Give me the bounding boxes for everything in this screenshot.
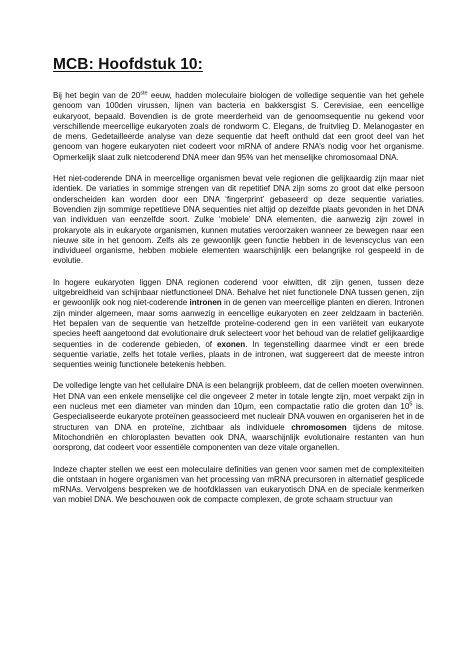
paragraph-3-text-a: In hogere eukaryoten liggen DNA regionen coderend voor eiwitten, dit zijn genen, tussen deze uitgebreidheid van schijnbaar nietfunctioneel DNA. Behalve het niet functionele DNA tussen genen, zijn er gewoonlijk ook nog niet-coderende [53, 277, 424, 308]
term-intronen: intronen [189, 298, 222, 308]
paragraph-4-text-a: De volledige lengte van het cellulaire DNA is een belangrijk probleem, dat de cellen moeten overwinnen. Het DNA van een enkele menselijke cel die ongeveer 2 meter in totale lengte zijn, moet verpakt zijn in een nucleus met een diameter van minden dan 10μm, een compactatie ratio die groten dan 10 [53, 381, 424, 412]
paragraph-1-superscript: ste [140, 90, 148, 97]
paragraph-1-text-a: Bij het begin van de 20 [53, 91, 141, 100]
paragraph-4-text-b: is. Gespecialiseerde eukaryote proteïnen geassocieerd met nucleair DNA vouwen en organiseren het in de structuren van DNA en proteïne, zichtbaar als individuele [53, 402, 424, 432]
paragraph-2: Het niet-coderende DNA in meercellige organismen bevat vele regionen die gelijkaardig zijn maar niet identiek. De variaties in sommige strengen van dit repetitief DNA zijn soms zo groot dat elke persoon onderscheiden kan worden door een DNA ‘fingerprint’ gebaseerd op deze sequentie variaties. Bovendien zijn sommige repetitieve DNA sequenties niet altijd op dezelfde plaats gevonden in het DNA van individuen van eenzelfde soort. Zulke ‘mobiele’ DNA elementen, die aanwezig zijn zowel in prokaryote als in eukaryote organismen, kunnen mutaties veroorzaken wanneer ze bewegen naar een nieuwe site in het genoom. Zelfs als ze gewoonlijk geen functie hebben in de levenscyclus van een individueel organisme, hebben mobiele elementen waarschijnlijk een belangrijke rol gespeeld in de evolutie. [53, 174, 424, 266]
term-exonen: exonen [217, 339, 246, 349]
page-title: MCB: Hoofdstuk 10: [53, 56, 203, 73]
paragraph-4-superscript: 5 [409, 401, 413, 408]
paragraph-3 [53, 278, 424, 371]
paragraph-3-text-b: in de genen van meercellige planten en dieren. Intronen zijn minder algemeen, maar soms aanwezig in eencellige eukaryoten en zeer zeldzaam in bacteriën. Het bepalen van de sequentie van hetzelfde proteïne-coderend gen in een variëteit van eukaryote species heeft aangetoond dat evolutionaire druk selecteert voor het behoud van de relatief gelijkaardige sequenties in de coderende gebieden, of [53, 298, 424, 349]
paragraph-1-text-b: eeuw, hadden moleculaire biologen de volledige sequentie van het gehele genoom van 100den virussen, lijnen van bacteria en bakkersgist S. Cerevisiae, een eencellige eukaryoot, bepaald. Bovendien is de grote meerderheid van de genoomsequentie nu gekend voor verschillende meercellige eukaryoten zoals de rondworm C. Elegans, de fruitvlieg D. Melanogaster en de mens. Gedetailleerde analyse van deze sequentie dat heeft onthuld dat een groot deel van het genoom van hogere eukaryoten niet codeert voor mRNA of andere RNA’s nodig voor het organisme. Opmerkelijk slaat zulk nietcoderend DNA meer dan 95% van het menselijke chromosomaal DNA. [53, 91, 424, 162]
paragraph-3-text-c: . In tegenstelling daarmee vindt er een brede sequentie variatie, zelfs het totale verlies, plaats in de intronen, wat suggereert dat de meeste intron sequenties weinig functionele betekenis hebben. [53, 339, 424, 370]
term-chromosomen: chromosomen [291, 422, 347, 432]
paragraph-5: Indeze chapter stellen we eest een moleculaire definities van genen voor samen met de complexiteiten die ontstaan in hogere organismen van het processing van mRNA precursoren in alternatief gesplicede mRNAs. Vervolgens bespreken we de hoofdklassen van eukaryotisch DNA en de speciale kenmerken van mobiel DNA. We beschouwen ook de compacte complexen, de grote schaam structuur van [53, 464, 424, 505]
paragraph-4-text-c: tijdens de mitose. Mitochondriën en chloroplasten bevatten ook DNA, waarschijnlijk evolutionaire restanten van hun oorsprong, dat codeert voor essentiële componenten van deze vitale organellen. [53, 422, 424, 453]
paragraph-4 [53, 381, 424, 453]
paragraph-1 [53, 91, 424, 163]
